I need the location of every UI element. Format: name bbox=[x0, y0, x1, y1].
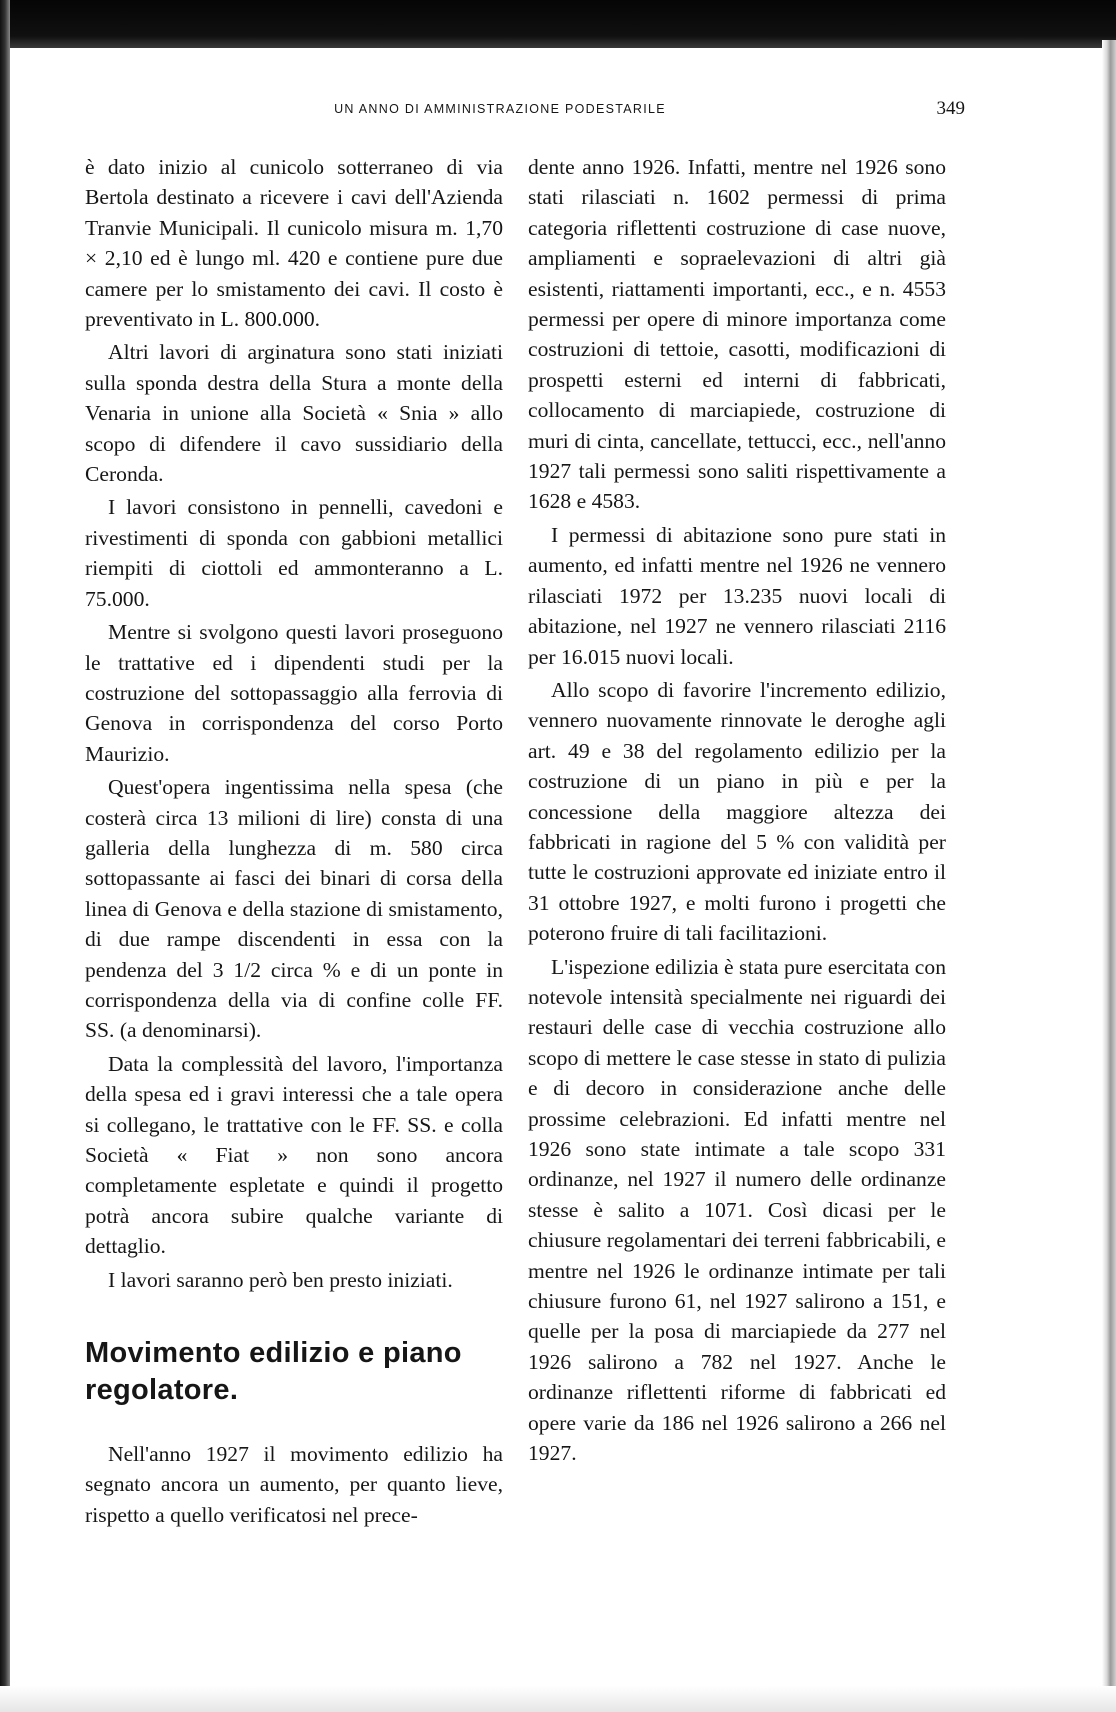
scan-right-border bbox=[1102, 40, 1116, 1712]
paragraph: I lavori saranno però ben presto iniziati. bbox=[108, 1267, 453, 1292]
right-column bbox=[528, 152, 946, 1471]
scan-left-border bbox=[0, 0, 10, 1712]
section-heading: Movimento edilizio e piano regolatore. bbox=[85, 1337, 462, 1407]
paragraph: Altri lavori di arginatura sono stati iniziati sulla sponda destra della Stura a monte della Venaria in unione alla Società « Snia » allo scopo di difendere il cavo sussidiario della Ceronda. bbox=[85, 340, 503, 487]
paragraph: Mentre si svolgono questi lavori proseguono le trattative ed i dipendenti studi per la costruzione del sottopassaggio alla ferrovia di Genova in corrispondenza del corso Porto Maurizio. bbox=[85, 620, 503, 766]
scan-bottom-border bbox=[0, 1686, 1116, 1712]
paragraph: Quest'opera ingentissima nella spesa (che costerà circa 13 milioni di lire) consta di una galleria della lunghezza di m. 580 circa sottopassante ai fasci dei binari di corsa della linea di Genova e della stazione di smistamento, di due rampe discendenti in essa con la pendenza del 3 1/2 circa % e di un ponte in corrispondenza della via di confine colle FF. SS. (a denominarsi). bbox=[85, 775, 503, 1043]
paragraph: Data la complessità del lavoro, l'importanza della spesa ed i gravi interessi che a tale opera si collegano, le trattative con le FF. SS. e colla Società « Fiat » non sono ancora completamente espletate e quindi il progetto potrà ancora subire qualche variante di dettaglio. bbox=[85, 1051, 503, 1259]
paragraph: è dato inizio al cunicolo sotterraneo di via Bertola destinato a ricevere i cavi dell'Azienda Tranvie Municipali. Il cunicolo misura m. 1,70 × 2,10 ed è lungo ml. 420 e contiene pure due camere per lo smistamento dei cavi. Il costo è preventivato in L. 800.000. bbox=[85, 155, 503, 332]
paragraph: I lavori consistono in pennelli, cavedoni e rivestimenti di sponda con gabbioni metallici riempiti di ciottoli ed ammonteranno a L. 75.000. bbox=[85, 495, 503, 611]
running-title: UN ANNO DI AMMINISTRAZIONE PODESTARILE bbox=[334, 102, 666, 116]
paragraph: L'ispezione edilizia è stata pure esercitata con notevole intensità specialmente nei riguardi dei restauri delle case di vecchia costruzione allo scopo di mettere le case stesse in stato di pulizia e di decoro in considerazione anche delle prossime celebrazioni. Ed infatti mentre nel 1926 sono state intimate a tale scopo 331 ordinanze, nel 1927 il numero delle ordinanze stesse è salito a 1071. Così dicasi per le chiusure regolamentari dei terreni fabbricabili, e mentre nel 1926 le ordinanze intimate per tali chiusure furono 61, nel 1927 salirono a 151, e quelle per la posa di marciapiede da 277 nel 1926 salirono a 782 nel 1927. Anche le ordinanze riflettenti riforme di fabbricati ed opere varie da 186 nel 1926 salirono a 266 nel 1927. bbox=[528, 954, 946, 1466]
page-number: 349 bbox=[936, 98, 965, 119]
scan-top-border bbox=[0, 0, 1116, 48]
paragraph: dente anno 1926. Infatti, mentre nel 1926 sono stati rilasciati n. 1602 permessi di prima categoria riflettenti costruzione di case nuove, ampliamenti e sopraelevazioni di altri già esistenti, riattamenti importanti, ecc., e n. 4553 permessi per opere di minore importanza come costruzioni di tettoie, casotti, modificazioni di prospetti esterni ed interni di fabbricati, collocamento di marciapiede, costruzione di muri di cinta, cancellate, tettucci, ecc., nell'anno 1927 tali permessi sono saliti rispettivamente a 1628 e 4583. bbox=[528, 155, 946, 514]
paragraph: I permessi di abitazione sono pure stati in aumento, ed infatti mentre nel 1926 ne vennero rilasciati 1972 per 13.235 nuovi locali di abitazione, nel 1927 ne vennero rilasciati 2116 per 16.015 nuovi locali. bbox=[528, 522, 946, 669]
paragraph: Allo scopo di favorire l'incremento edilizio, vennero nuovamente rinnovate le deroghe agli art. 49 e 38 del regolamento edilizio per la costruzione di un piano in più e per la concessione della maggiore altezza dei fabbricati in ragione del 5 % con validità per tutte le costruzioni approvate ed iniziate entro il 31 ottobre 1927, e molti furono i progetti che poterono fruire di tali facilitazioni. bbox=[528, 677, 946, 946]
page-header bbox=[90, 98, 965, 122]
paragraph: Nell'anno 1927 il movimento edilizio ha segnato ancora un aumento, per quanto lieve, rispetto a quello verificatosi nel prece- bbox=[85, 1442, 503, 1527]
left-column bbox=[85, 152, 503, 1533]
